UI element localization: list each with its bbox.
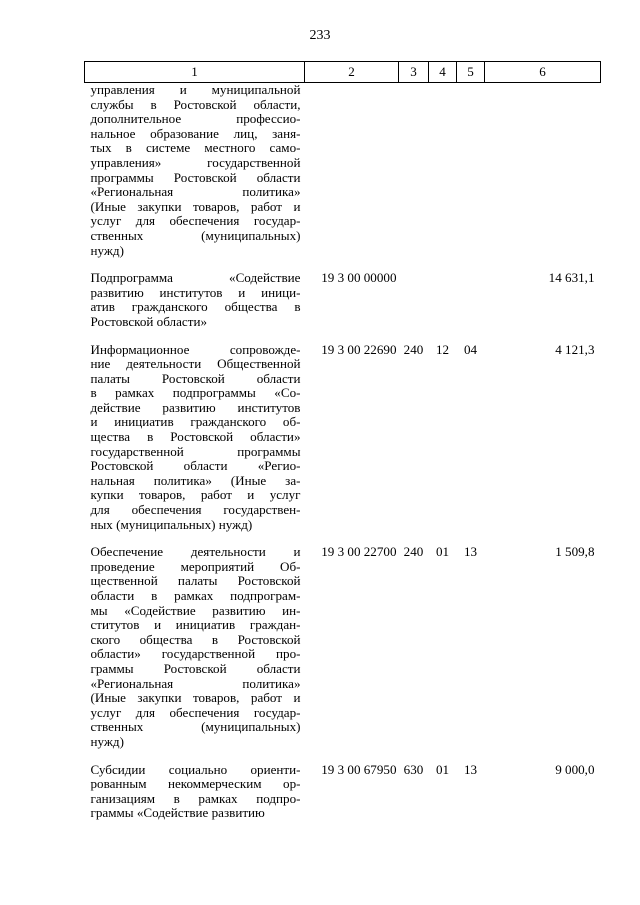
row-section [429,83,457,272]
row-description [85,83,305,272]
description-line: Ростовской области» [90,313,207,329]
row-section: 01 [435,544,450,560]
row-description [85,343,305,546]
description-line: (Иные закупки товаров, работ и [90,198,301,214]
row-description [85,763,305,834]
row-expense-type: 240 [403,544,424,560]
table-row [85,545,601,762]
column-header-1: 1 [85,62,305,83]
row-amount: 4 121,3 [555,341,595,357]
row-amount [485,83,601,272]
description-line: щественной палаты Ростовской [90,573,301,589]
description-line: «Региональная политика» [90,184,301,200]
column-header-4: 4 [429,62,457,83]
row-expense-type [399,271,429,342]
row-description [85,271,305,342]
description-line: рованным некоммерческим ор- [90,776,301,792]
row-expense-type: 240 [403,341,424,357]
description-line: услуг для обеспечения государ- [90,213,301,229]
description-line: щества в Ростовской области» [90,429,301,445]
page-number: 233 [309,28,331,43]
description-line: Обеспечение деятельности и [90,544,301,560]
table-row [85,83,601,272]
description-line: Информационное сопровожде- [90,341,301,357]
row-amount: 14 631,1 [548,270,595,286]
description-line: для обеспечения государствен- [90,502,301,518]
description-line: услуг для обеспечения государ- [90,704,301,720]
description-line: государственной программы [90,443,301,459]
description-line: нужд) [90,733,124,749]
description-line: действие развитию институтов [90,399,301,415]
table-header [85,62,601,83]
row-code: 19 3 00 67950 [321,761,397,777]
table-row [85,343,601,546]
budget-table [84,61,601,834]
row-description [85,545,305,762]
row-subsection: 13 [463,761,478,777]
description-line: ние деятельности Общественной [90,356,301,372]
row-section: 12 [435,341,450,357]
description-line: граммы «Содействие развитию [90,805,265,821]
description-line: Подпрограмма «Содействие [90,270,301,286]
row-section [429,271,457,342]
description-line: управления и муниципальной [90,82,301,97]
description-line: ского общества в Ростовской [90,631,301,647]
column-header-5: 5 [457,62,485,83]
description-line: ных (муниципальных) нужд) [90,516,253,532]
column-header-2: 2 [305,62,399,83]
description-line: службы в Ростовской области, [90,96,301,112]
description-line: в рамках подпрограммы «Со- [90,385,301,401]
row-subsection [457,271,485,342]
column-header-6: 6 [485,62,601,83]
description-line: проведение мероприятий Об- [90,558,301,574]
row-subsection: 13 [463,544,478,560]
row-code [305,83,399,272]
description-line: области в рамках подпрограм- [90,588,301,603]
row-expense-type: 630 [403,761,424,777]
column-header-3: 3 [399,62,429,83]
row-amount: 9 000,0 [555,761,595,777]
row-code: 19 3 00 22690 [321,341,397,357]
description-line: ститутов и инициатив граждан- [90,617,301,633]
description-line: и инициатив гражданского об- [90,414,301,430]
description-line: нужд) [90,242,124,258]
description-line: атив гражданского общества в [90,299,301,315]
description-line: купки товаров, работ и услуг [90,487,301,503]
table-row [85,271,601,342]
row-subsection [457,83,485,272]
row-code: 19 3 00 22700 [321,544,397,560]
description-line: граммы Ростовской области [90,660,301,676]
description-line: Субсидии социально ориенти- [90,761,301,777]
row-amount: 1 509,8 [555,544,595,560]
description-line: нальная политика» (Иные за- [90,472,301,488]
row-subsection: 04 [463,341,478,357]
description-line: Ростовской области «Регио- [90,458,301,474]
description-line: развитию институтов и иници- [90,284,301,300]
description-line: нальное образование лиц, заня- [90,125,301,141]
description-line: ственных (муниципальных) [90,227,301,243]
description-line: ганизациям в рамках подпро- [90,790,301,806]
description-line: ственных (муниципальных) [90,719,301,735]
description-line: мы «Содействие развитию ин- [90,602,301,618]
row-code: 19 3 00 00000 [321,270,397,286]
description-line: палаты Ростовской области [90,370,301,386]
description-line: программы Ростовской области [90,169,301,185]
description-line: (Иные закупки товаров, работ и [90,690,301,706]
row-section: 01 [435,761,450,777]
description-line: «Региональная политика» [90,675,301,691]
table-row [85,763,601,834]
row-expense-type [399,83,429,272]
description-line: дополнительное профессио- [90,111,301,127]
description-line: тых в системе местного само- [90,140,301,156]
table-body [85,83,601,834]
description-line: области» государственной про- [90,646,301,662]
description-line: управления» государственной [90,154,301,170]
